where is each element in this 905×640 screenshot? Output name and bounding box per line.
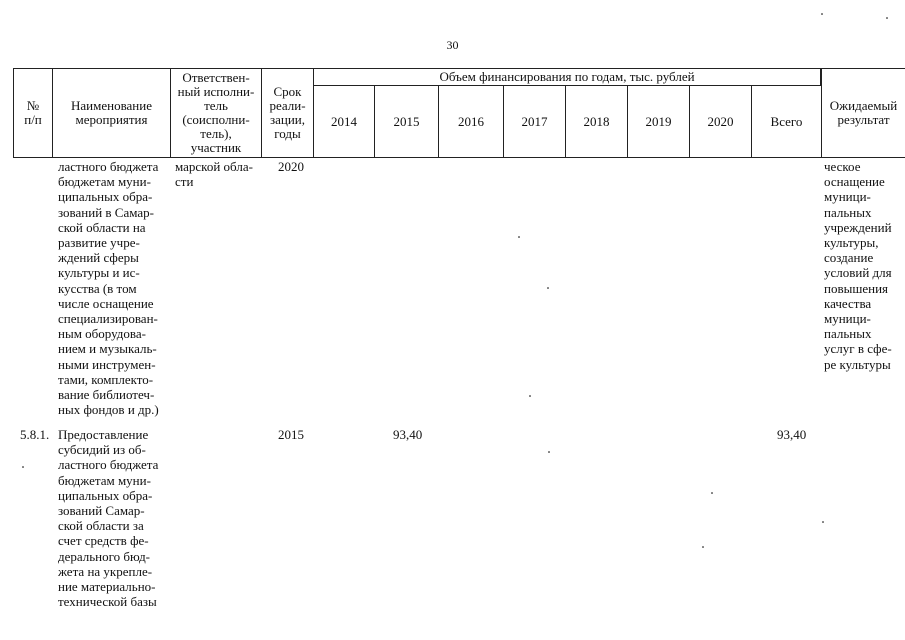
scan-speck [702,546,704,548]
scan-speck [518,236,520,238]
row-581-number: 5.8.1. [20,427,50,442]
header-col-executor: Ответствен- ный исполни- тель (соисполни- тель), участник [170,68,262,158]
row-581-name: Предоставление субсидий из об- ластного бюджета бюджетам муни- ципальных обра- зований Самар- ской области за счет средств фе- дерального бюд- жета на укрепле- ние материально- технической базы [58,427,159,610]
scan-speck [711,492,713,494]
header-col-name: Наименование мероприятия [52,68,171,158]
scan-speck [529,395,531,397]
row-continued-result: ческое оснащение муници- пальных учреждений культуры, создание условий для повышения качества муници- пальных услуг в сфе- ре культуры [824,159,892,372]
header-year-2014: 2014 [313,85,375,158]
scan-speck [822,521,824,523]
header-year-2019: 2019 [627,85,690,158]
row-continued-term: 2020 [278,159,304,174]
row-continued-name: ластного бюджета бюджетам муни- ципальных обра- зований в Самар- ской области на развитие учре- ждений сферы культуры и ис- кусства (в том числе оснащение специализирован- ным оборудова- нием и музыкаль- ными инструмен- тами, комплекто- вание библиотеч- ных фондов и др.) [58,159,159,418]
scan-speck [548,451,550,453]
header-col-term: Срок реали- зации, годы [261,68,314,158]
scan-speck [22,466,24,468]
row-581-total: 93,40 [777,427,807,442]
scan-speck [886,17,888,19]
header-year-2017: 2017 [503,85,566,158]
header-year-2018: 2018 [565,85,628,158]
page-number: 30 [446,38,459,52]
row-581-value-2015: 93,40 [393,427,423,442]
header-year-2020: 2020 [689,85,752,158]
scan-speck [821,13,823,15]
header-col-no: № п/п [13,68,53,158]
header-col-result: Ожидаемый результат [821,68,905,158]
row-continued-executor: марской обла- сти [175,159,253,190]
header-year-2015: 2015 [374,85,439,158]
header-funding-group: Объем финансирования по годам, тыс. рублей [313,68,821,86]
header-col-total: Всего [751,85,822,158]
row-581-term: 2015 [278,427,304,442]
scan-speck [547,287,549,289]
header-year-2016: 2016 [438,85,504,158]
